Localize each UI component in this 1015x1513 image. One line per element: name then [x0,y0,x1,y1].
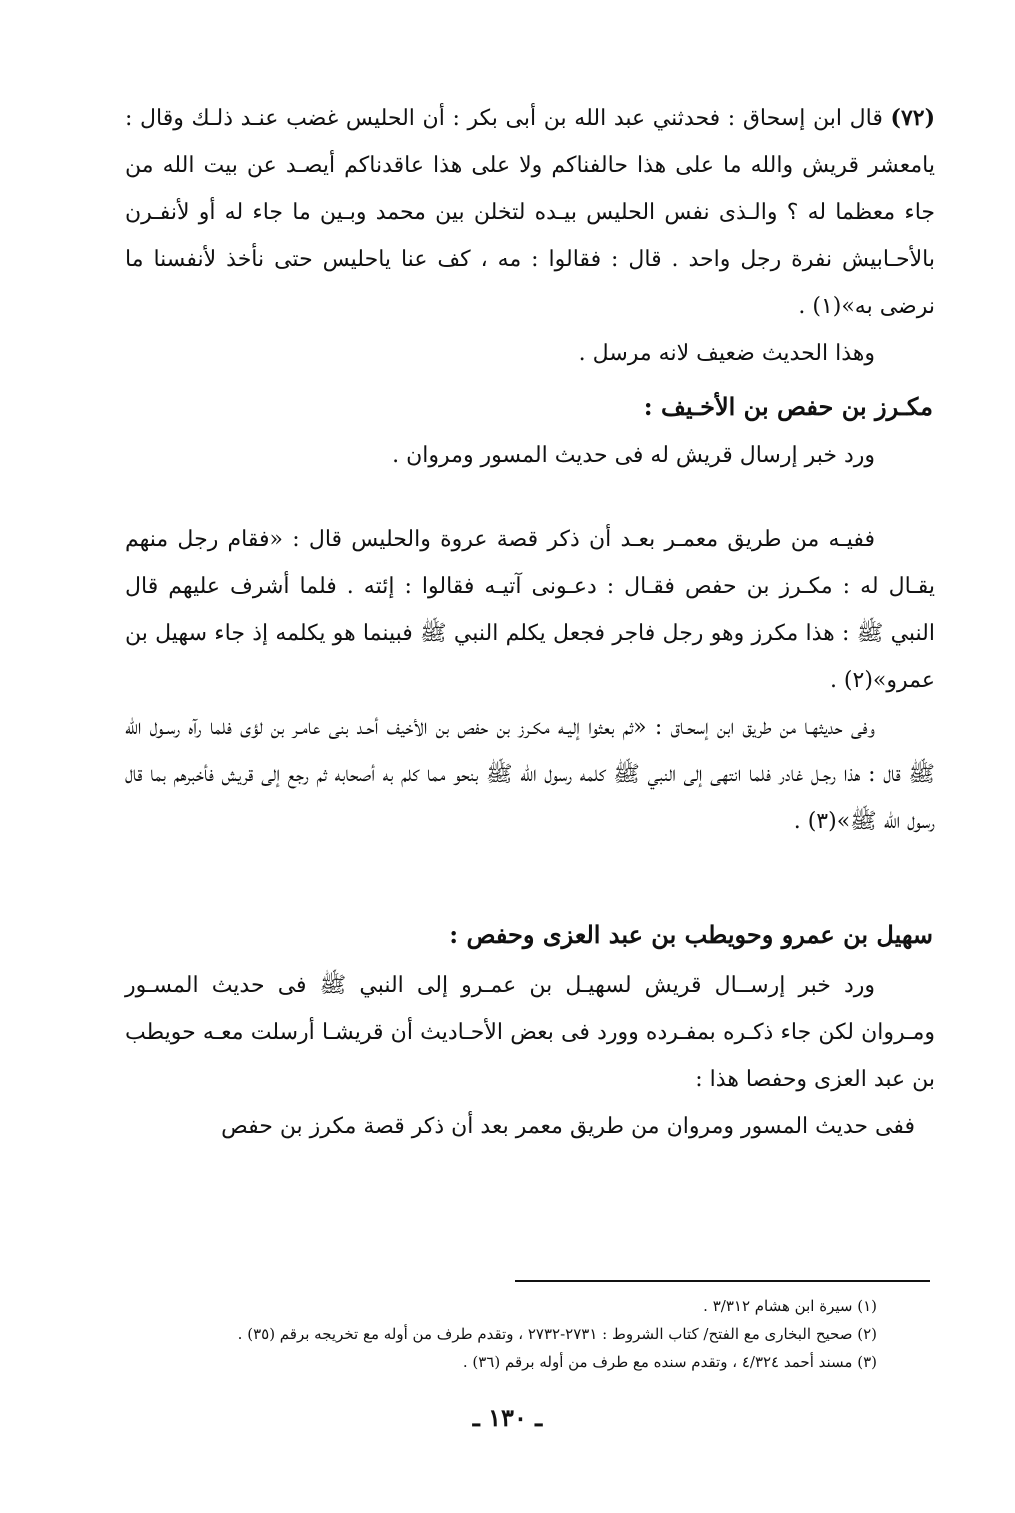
hadith-72-text: قال ابن إسحاق : فحدثني عبد الله بن أبى بكر : أن الحليس غضب عنـد ذلـك وقال : يامعشر قريش والله ما على هذا حالفناكم ولا على هذا عاقدناكم أيصـد عن بيت الله من جاء معظما له ؟ والـذى نفس الحليس بيـده لتخلن بين محمد وبـين ما جاء له أو لأنفـرن بالأحـابيش نفرة رجل واحد . قال : فقالوا : مه ، كف عنا ياحليس حتى نأخذ لأنفسنا ما نرضى به»(١) . [125,106,935,319]
suhail-paragraph-2: ففى حديث المسور ومروان من طريق معمر بعد أن ذكر قصة مكرز بن حفص [221,1114,915,1139]
footnote-separator [515,1280,930,1282]
section-suhail-body [125,962,935,1150]
suhail-paragraph-1: ورد خبر إرســال قريش لسهيـل بن عمـرو إلى النبي ﷺ فى حديث المسـور ومـروان لكن جاء ذكـره بمفـرده وورد فى بعض الأحـاديث أن قريشـا أرسلت معـه حويطب بن عبد العزى وحفصا هذا : [125,973,935,1092]
hadith-number: (٧٢) [890,105,936,131]
hadith-72-paragraph [125,95,935,330]
footnote-1: (١) سيرة ابن هشام ٣/٣١٢ . [703,1297,877,1315]
page-number: ـ ١٣٠ ـ [472,1403,543,1432]
section-mikraz-intro [125,432,935,479]
mikraz-paragraph-1: ففيـه من طريق معمـر بعـد أن ذكر قصة عروة والحليس قال : «فقام رجل منهم يقـال له : مكـرز بن حفص فقـال : دعـونى آتيـه فقالوا : إئته . فلما أشرف عليهم قال النبي ﷺ : هذا مكرز وهو رجل فاجر فجعل يكلم النبي ﷺ فبينما هو يكلمه إذ جاء سهيل بن عمرو»(٢) . [125,527,935,693]
section-mikraz-body [125,516,935,845]
footnote-2: (٢) صحيح البخارى مع الفتح/ كتاب الشروط : ٢٧٣١-٢٧٣٢ ، وتقدم طرف من أوله مع تخريجه برقم (٣٥) . [237,1325,877,1343]
hadith-72-grading: وهذا الحديث ضعيف لانه مرسل . [578,341,875,366]
heading-suhail: سهيل بن عمرو وحويطب بن عبد العزى وحفص : [449,920,933,949]
heading-mikraz: مكـرز بن حفص بن الأخـيف : [643,392,933,421]
section-72 [125,95,935,377]
mikraz-intro: ورد خبر إرسال قريش له فى حديث المسور ومروان . [392,443,875,468]
footnotes [125,1292,877,1376]
mikraz-paragraph-2: وفى حديثهـا من طريق ابن إسحـاق : «ثم بعثوا إليـه مكـرز بن حفص بن الأخيف أحـد بنى عامـر بن لؤى فلما رآه رسـول الله ﷺ قال : هذا رجـل غادر فلما انتهى إلى النبي ﷺ كلمه رسول الله ﷺ بنحو مما كلم به أصحابه ثم رجع إلى قريش فأخبرهم بما قال رسول الله ﷺ»(٣) . [125,715,935,834]
footnote-3: (٣) مسند أحمد ٤/٣٢٤ ، وتقدم سنده مع طرف من أوله برقم (٣٦) . [462,1353,877,1371]
